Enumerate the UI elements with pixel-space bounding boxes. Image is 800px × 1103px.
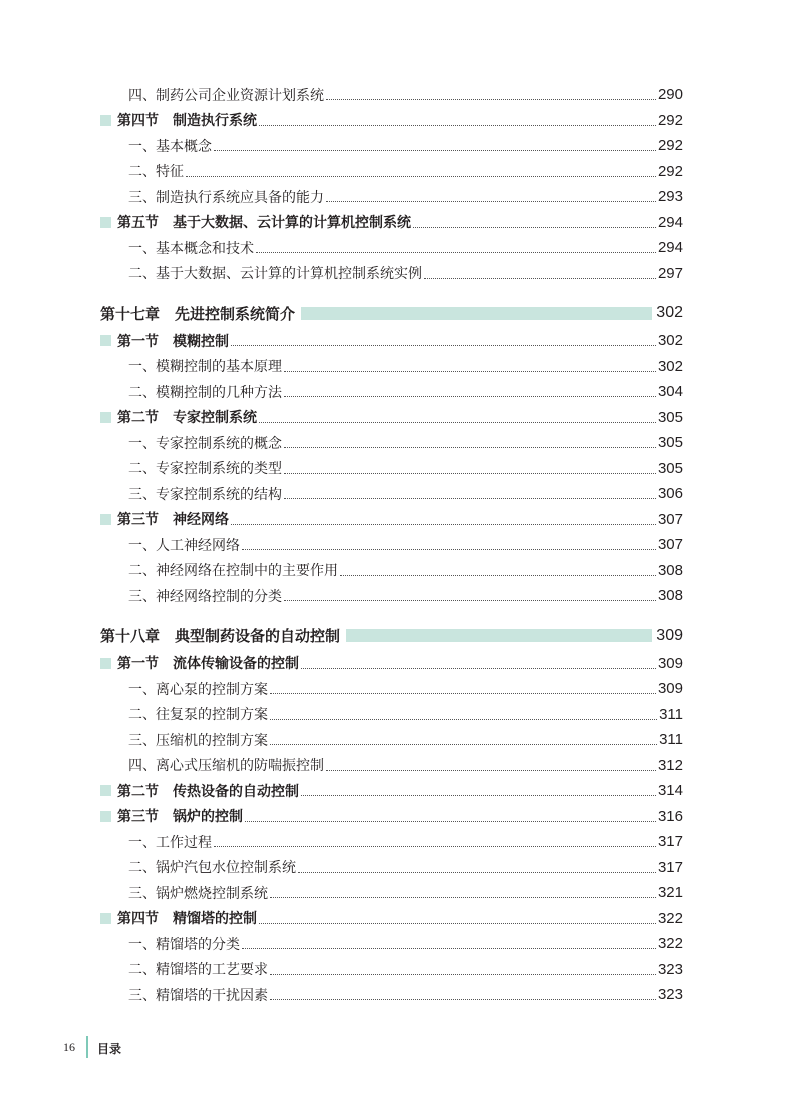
toc-entry-page: 305	[657, 408, 683, 426]
toc-item[interactable]	[100, 235, 683, 261]
dot-leader	[259, 422, 656, 423]
toc-entry-page: 302	[657, 357, 683, 375]
dot-leader	[298, 872, 656, 873]
toc-entry-page: 305	[657, 459, 683, 477]
footer-label: 目录	[97, 1042, 122, 1056]
dot-leader	[284, 473, 656, 474]
toc-entry-title: 第十八章 典型制药设备的自动控制	[100, 627, 341, 645]
page-number: 16	[63, 1040, 75, 1054]
toc-entry-title: 四、离心式压缩机的防喘振控制	[128, 758, 324, 775]
toc-entry-page: 306	[657, 485, 683, 503]
toc-entry-page: 316	[657, 807, 683, 825]
toc-item[interactable]	[100, 261, 683, 287]
dot-leader	[284, 498, 656, 499]
toc-entry-title: 二、基于大数据、云计算的计算机控制系统实例	[128, 266, 422, 283]
toc-entry-title: 第四节 制造执行系统	[117, 113, 257, 130]
dot-leader	[259, 923, 656, 924]
toc-entry-page: 309	[656, 626, 683, 644]
toc-entry-page: 302	[657, 332, 683, 350]
dot-leader	[270, 744, 657, 745]
toc-section[interactable]	[100, 328, 683, 354]
toc-entry-title: 第三节 神经网络	[117, 512, 229, 529]
toc-entry-page: 297	[657, 264, 683, 282]
toc-entry-page: 311	[659, 731, 683, 749]
toc-entry-title: 三、制造执行系统应具备的能力	[128, 189, 324, 206]
page-footer	[0, 1036, 800, 1060]
section-marker-icon	[100, 514, 111, 525]
toc-entry-title: 二、往复泵的控制方案	[128, 707, 268, 724]
toc-entry-title: 第三节 锅炉的控制	[117, 809, 243, 826]
toc-entry-title: 三、压缩机的控制方案	[128, 732, 268, 749]
toc-item[interactable]	[100, 727, 683, 753]
toc-item[interactable]	[100, 379, 683, 405]
dot-leader	[214, 846, 656, 847]
toc-entry-title: 第二节 传热设备的自动控制	[117, 783, 299, 800]
dot-leader	[284, 371, 656, 372]
toc-item[interactable]	[100, 558, 683, 584]
toc-section[interactable]	[100, 405, 683, 431]
toc-item[interactable]	[100, 184, 683, 210]
toc-item[interactable]	[100, 702, 683, 728]
toc-entry-page: 292	[657, 111, 683, 129]
dot-leader	[242, 549, 656, 550]
toc-entry-title: 第五节 基于大数据、云计算的计算机控制系统	[117, 215, 411, 232]
toc-item[interactable]	[100, 829, 683, 855]
toc-entry-title: 第一节 流体传输设备的控制	[117, 656, 299, 673]
section-marker-icon	[100, 217, 111, 228]
table-of-contents	[100, 82, 683, 1008]
toc-item[interactable]	[100, 982, 683, 1008]
toc-chapter[interactable]	[100, 298, 683, 328]
section-marker-icon	[100, 335, 111, 346]
toc-entry-page: 322	[657, 909, 683, 927]
dot-leader	[214, 150, 656, 151]
toc-entry-page: 307	[657, 510, 683, 528]
toc-item[interactable]	[100, 880, 683, 906]
toc-item[interactable]	[100, 532, 683, 558]
dot-leader	[301, 795, 656, 796]
toc-item[interactable]	[100, 676, 683, 702]
dot-leader	[242, 948, 656, 949]
chapter-bar	[346, 629, 652, 642]
section-marker-icon	[100, 658, 111, 669]
toc-entry-title: 第十七章 先进控制系统简介	[100, 304, 296, 323]
toc-section[interactable]	[100, 778, 683, 804]
toc-entry-page: 293	[657, 188, 683, 206]
toc-entry-page: 317	[657, 833, 683, 851]
toc-entry-page: 309	[657, 654, 683, 672]
dot-leader	[186, 176, 656, 177]
toc-item[interactable]	[100, 354, 683, 380]
dot-leader	[301, 668, 656, 669]
dot-leader	[231, 524, 656, 525]
toc-entry-title: 二、神经网络在控制中的主要作用	[128, 563, 338, 580]
dot-leader	[245, 821, 656, 822]
toc-entry-page: 311	[659, 705, 683, 723]
section-marker-icon	[100, 115, 111, 126]
toc-entry-page: 308	[657, 561, 683, 579]
toc-entry-page: 307	[657, 536, 683, 554]
toc-section[interactable]	[100, 108, 683, 134]
toc-entry-page: 302	[656, 304, 683, 321]
dot-leader	[284, 447, 656, 448]
toc-entry-page: 294	[657, 213, 683, 231]
toc-item[interactable]	[100, 583, 683, 609]
toc-entry-title: 第一节 模糊控制	[117, 333, 229, 350]
toc-entry-title: 一、精馏塔的分类	[128, 936, 240, 953]
section-marker-icon	[100, 811, 111, 822]
section-marker-icon	[100, 913, 111, 924]
dot-leader	[424, 278, 656, 279]
toc-entry-page: 305	[657, 434, 683, 452]
dot-leader	[413, 227, 656, 228]
dot-leader	[326, 201, 656, 202]
dot-leader	[270, 719, 657, 720]
dot-leader	[231, 345, 656, 346]
toc-item[interactable]	[100, 133, 683, 159]
dot-leader	[326, 770, 656, 771]
dot-leader	[270, 693, 656, 694]
toc-entry-title: 一、专家控制系统的概念	[128, 435, 282, 452]
toc-entry-title: 二、锅炉汽包水位控制系统	[128, 860, 296, 877]
dot-leader	[259, 125, 656, 126]
toc-entry-page: 321	[657, 884, 683, 902]
toc-entry-title: 一、工作过程	[128, 834, 212, 851]
dot-leader	[256, 252, 656, 253]
toc-entry-page: 290	[657, 86, 683, 104]
toc-entry-page: 314	[657, 782, 683, 800]
dot-leader	[284, 396, 656, 397]
toc-entry-title: 三、精馏塔的干扰因素	[128, 987, 268, 1004]
toc-entry-title: 二、精馏塔的工艺要求	[128, 962, 268, 979]
dot-leader	[326, 99, 656, 100]
toc-item[interactable]	[100, 957, 683, 983]
toc-entry-page: 308	[657, 587, 683, 605]
toc-chapter[interactable]	[100, 621, 683, 651]
dot-leader	[284, 600, 656, 601]
toc-entry-title: 四、制药公司企业资源计划系统	[128, 87, 324, 104]
toc-item[interactable]	[100, 456, 683, 482]
toc-section[interactable]	[100, 210, 683, 236]
toc-entry-title: 三、锅炉燃烧控制系统	[128, 885, 268, 902]
section-marker-icon	[100, 412, 111, 423]
toc-entry-title: 二、专家控制系统的类型	[128, 461, 282, 478]
toc-entry-page: 323	[657, 986, 683, 1004]
dot-leader	[270, 897, 656, 898]
footer-divider	[86, 1036, 88, 1058]
toc-section[interactable]	[100, 906, 683, 932]
toc-section[interactable]	[100, 507, 683, 533]
toc-entry-title: 一、人工神经网络	[128, 537, 240, 554]
toc-entry-title: 一、模糊控制的基本原理	[128, 359, 282, 376]
toc-entry-page: 304	[657, 383, 683, 401]
toc-item[interactable]	[100, 931, 683, 957]
toc-entry-page: 323	[657, 960, 683, 978]
toc-section[interactable]	[100, 651, 683, 677]
toc-entry-page: 292	[657, 162, 683, 180]
toc-entry-title: 二、特征	[128, 164, 184, 181]
toc-item[interactable]	[100, 430, 683, 456]
toc-entry-page: 312	[657, 756, 683, 774]
toc-entry-title: 三、专家控制系统的结构	[128, 486, 282, 503]
dot-leader	[340, 575, 656, 576]
dot-leader	[270, 999, 656, 1000]
toc-entry-title: 第四节 精馏塔的控制	[117, 911, 257, 928]
toc-entry-title: 第二节 专家控制系统	[117, 410, 257, 427]
toc-entry-page: 322	[657, 935, 683, 953]
section-marker-icon	[100, 785, 111, 796]
toc-section[interactable]	[100, 804, 683, 830]
toc-entry-title: 一、基本概念和技术	[128, 240, 254, 257]
toc-entry-page: 294	[657, 239, 683, 257]
toc-entry-title: 一、基本概念	[128, 138, 212, 155]
toc-item[interactable]	[100, 159, 683, 185]
toc-entry-title: 一、离心泵的控制方案	[128, 681, 268, 698]
toc-entry-title: 三、神经网络控制的分类	[128, 588, 282, 605]
chapter-bar	[301, 307, 652, 320]
dot-leader	[270, 974, 656, 975]
toc-item[interactable]	[100, 753, 683, 779]
toc-item[interactable]	[100, 481, 683, 507]
toc-entry-page: 292	[657, 137, 683, 155]
toc-entry-page: 317	[657, 858, 683, 876]
toc-item[interactable]	[100, 855, 683, 881]
toc-entry-title: 二、模糊控制的几种方法	[128, 384, 282, 401]
toc-item[interactable]	[100, 82, 683, 108]
toc-entry-page: 309	[657, 680, 683, 698]
